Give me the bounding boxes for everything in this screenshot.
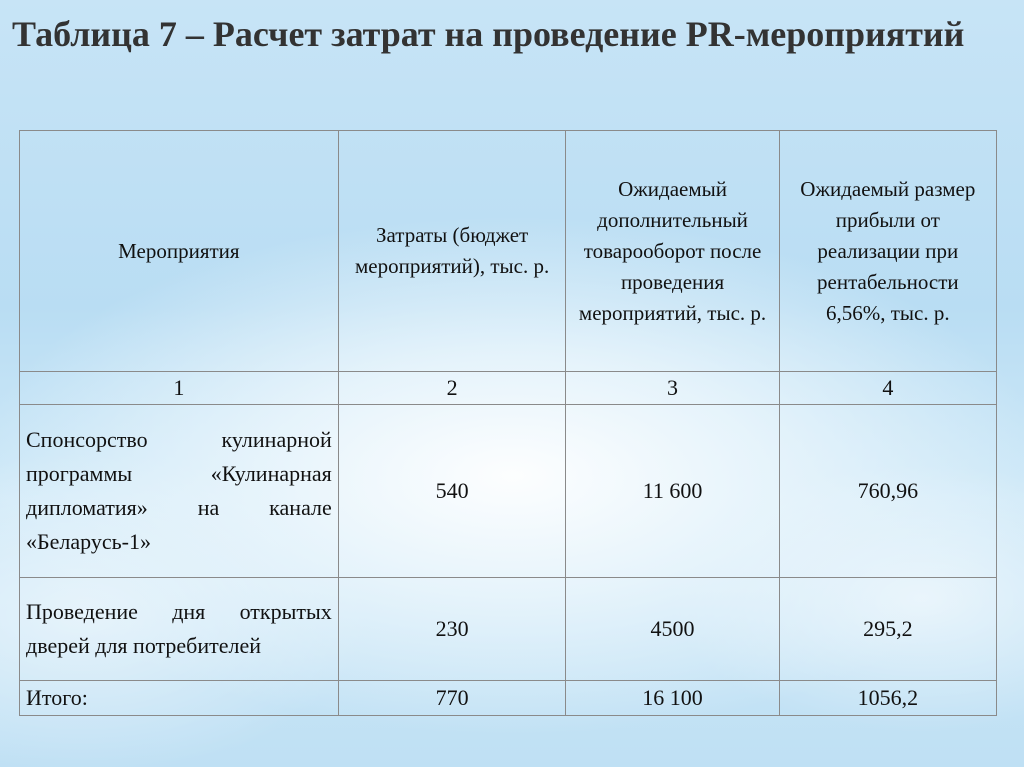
- table-header-row: [20, 131, 997, 372]
- total-turnover: 16 100: [566, 681, 779, 716]
- row-cost: 540: [338, 405, 566, 578]
- header-profit: Ожидаемый размер прибыли от реализации при рентабельности 6,56%, тыс. р.: [779, 131, 996, 372]
- column-number: 1: [20, 372, 339, 405]
- header-turnover: Ожидаемый дополнительный товарооборот после проведения мероприятий, тыс. р.: [566, 131, 779, 372]
- row-event-name: Спонсорство кулинарной программы «Кулинарная дипломатия» на канале «Беларусь-1»: [20, 405, 339, 578]
- row-profit: 760,96: [779, 405, 996, 578]
- row-profit: 295,2: [779, 578, 996, 681]
- total-cost: 770: [338, 681, 566, 716]
- column-number: 2: [338, 372, 566, 405]
- row-event-name: Проведение дня открытых дверей для потребителей: [20, 578, 339, 681]
- column-number: 4: [779, 372, 996, 405]
- total-profit: 1056,2: [779, 681, 996, 716]
- header-costs: Затраты (бюджет мероприятий), тыс. р.: [338, 131, 566, 372]
- table-row: [20, 578, 997, 681]
- page-title: Таблица 7 – Расчет затрат на проведение PR-мероприятий: [12, 14, 965, 54]
- cost-table: [19, 130, 997, 716]
- row-turnover: 4500: [566, 578, 779, 681]
- header-events: Мероприятия: [20, 131, 339, 372]
- total-row: [20, 681, 997, 716]
- row-turnover: 11 600: [566, 405, 779, 578]
- table-row: [20, 405, 997, 578]
- total-label: Итого:: [20, 681, 339, 716]
- row-cost: 230: [338, 578, 566, 681]
- column-number-row: [20, 372, 997, 405]
- column-number: 3: [566, 372, 779, 405]
